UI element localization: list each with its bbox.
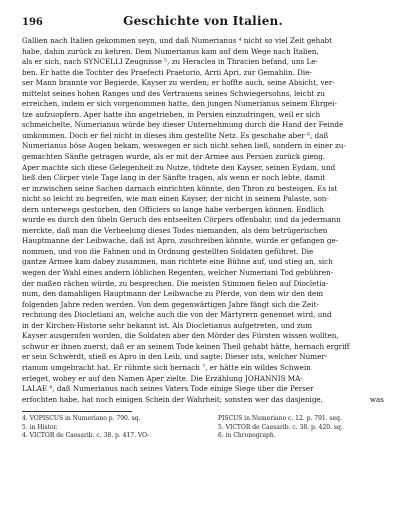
text-line: der maßen rächen würde, zu besprechen. Die meisten Stimmen fielen auf Diocletia- bbox=[22, 278, 329, 288]
catchword: was bbox=[369, 394, 384, 404]
body-text bbox=[22, 36, 384, 405]
text-line: dern unterwegs gestorben, den Officiers so lange habe verbergen können. Endlich bbox=[22, 204, 324, 214]
text-line: tze aufzuopfern. Aper hatte ihn angetrieben, in Persien einzudringen, weil er sich bbox=[22, 109, 321, 119]
text-line-content: erfochten habe, hat noch einigen Schein der Wahrheit; sonsten wer das dasjenige, bbox=[22, 394, 323, 404]
text-line: gemachten Sänfte getragen wurde, als er mit der Armee aus Persien zurück gieng. bbox=[22, 152, 326, 162]
text-line: nicht so leicht zu begreifen, wie man einen Kayser, der nicht in seinem Palaste, son- bbox=[22, 194, 329, 204]
text-line: habe, dahin zurück zu kehren. Dem Numerianus kam auf dem Wege nach Italien, bbox=[22, 46, 319, 56]
text-line: ließ den Cörper viele Tage lang in der Sänfte tragen, als wenn er noch lebte, damit bbox=[22, 173, 326, 183]
text-line: schwur er ihnen zuerst, daß er an seinem Tode keinen Theil gehabt hätte, hernach ergriff bbox=[22, 341, 350, 351]
footnote-row bbox=[22, 432, 384, 441]
footnote-right: 5. VICTOR de Caesarib. c. 38. p. 420. sq. bbox=[218, 423, 343, 431]
running-title: Geschichte von Italien. bbox=[123, 14, 283, 28]
text-line: num, den damahligen Hauptmann der Leibwache zu Pferde, von dem wir den dem bbox=[22, 289, 324, 299]
page-number: 196 bbox=[22, 17, 43, 28]
text-line: Hauptmanne der Leibwache, daß ist Apro, zuschreiben könnte, wurde er gefangen ge- bbox=[22, 236, 339, 246]
footnote-left: 4. VOPISCUS in Numeriano p. 790. sq. bbox=[22, 415, 141, 423]
text-line: Numerianus böse Augen bekam, weswegen er sich nicht sehen ließ, sondern in einer zu- bbox=[22, 141, 346, 151]
text-line: er inzwischen seine Sachen darnach einrichten könnte, den Thron zu besteigen. Es ist bbox=[22, 183, 338, 193]
text-line: wurde es durch den übeln Geruch des entseelten Cörpers offenbahr, und da jedermann bbox=[22, 215, 341, 225]
footnote-row bbox=[22, 415, 384, 424]
text-line: er sein Schwerdt, stieß es Apro in den Leib, und sagte: Dieser ists, welcher Numer- bbox=[22, 352, 328, 362]
text-line: in der Kirchen-Historie sehr bekannt ist. Als Diocletianus aufgetreten, und zum bbox=[22, 320, 313, 330]
footnote-row bbox=[22, 424, 384, 433]
text-line: erleget, wobey er auf den Namen Aper zielte. Die Erzählung JOHANNIS MA- bbox=[22, 373, 303, 383]
text-line: LALAE ⁸, daß Numerianus nach seines Vaters Tode einige Siege über die Perser bbox=[22, 384, 314, 394]
footnote-right: PISCUS in Numeriano c. 12. p. 791. seq. bbox=[218, 415, 342, 423]
text-line: als er sich, nach SYNCELLI Zeugnisse ⁵, zu Heraclea in Thracien befand, uns Le- bbox=[22, 57, 318, 67]
footnote-left: 4. VICTOR de Caesarib. c. 38. p. 417. VO- bbox=[22, 432, 150, 440]
text-line: wegen der Wahl eines andern löblichen Regenten, welcher Numeriani Tod gebühren- bbox=[22, 268, 334, 278]
text-line: erreichen, indem er sich vorgenommen hatte, den jungen Numerianus seinem Ehrgei- bbox=[22, 99, 337, 109]
text-line: Gallien nach Italien gekommen seyn, und daß Numerianus ⁴ nicht so viel Zeit gehabt bbox=[22, 36, 333, 45]
footnote-right: 6. in Chronograph. bbox=[218, 432, 276, 440]
text-line: ser Mann brannte vor Begierde, Kayser zu werden; er hoffte auch, seine Absicht, ver- bbox=[22, 78, 335, 88]
page-header bbox=[22, 14, 384, 30]
text-line: gantze Armee kam dabey zusammen, man richtete eine Bühne auf, und stieg an, sich bbox=[22, 257, 333, 267]
text-line: mittelst seines hohen Ranges und des Vertrauens seines Schwiegersohns, leicht zu bbox=[22, 88, 326, 98]
text-line: Aper machte sich diese Gelegenheit zu Nutze, tödtete den Kayser, seinen Eydam, und bbox=[22, 162, 336, 172]
text-line: ben. Er hatte die Tochter des Praefecti Praetorio, Arrii Apri, zur Gemahlin. Die- bbox=[22, 67, 312, 77]
text-line: umkommen. Doch er fiel nicht in dieses ihm gestellte Netz. Es geschahe aber ⁶, daß bbox=[22, 130, 329, 140]
text-line: folgenden Jahre reden werden. Von dem gegenwärtigen Jahre fängt sich die Zeit- bbox=[22, 299, 319, 309]
text-line: Kayser ausgerufen worden, die Soldaten aber den Mörder des Fürsten wissen wollten, bbox=[22, 331, 339, 341]
text-line: merckte, daß man die Verheelung dieses Todes niemanden, als dem betrügerischen bbox=[22, 225, 328, 235]
text-line bbox=[22, 395, 384, 406]
text-line: rianum umgebracht hat. Er rühmte sich hernach ⁷, er hätte ein wildes Schwein bbox=[22, 362, 311, 372]
footnote-rule bbox=[22, 411, 132, 412]
footnotes bbox=[22, 415, 384, 441]
text-line: nommen, und von die Fahnen und in Ordnung gestellten Soldaten geführet. Die bbox=[22, 246, 314, 256]
text-line: schmeichelte, Numerianus würde bey dieser Unternehmung durch die Hand der Feinde bbox=[22, 120, 344, 130]
footnote-left: 5. in Histor. bbox=[22, 423, 58, 431]
text-line: rechnung des Diocletiani an, welche auch die von der Märtyrern genennet wird, und bbox=[22, 310, 332, 320]
